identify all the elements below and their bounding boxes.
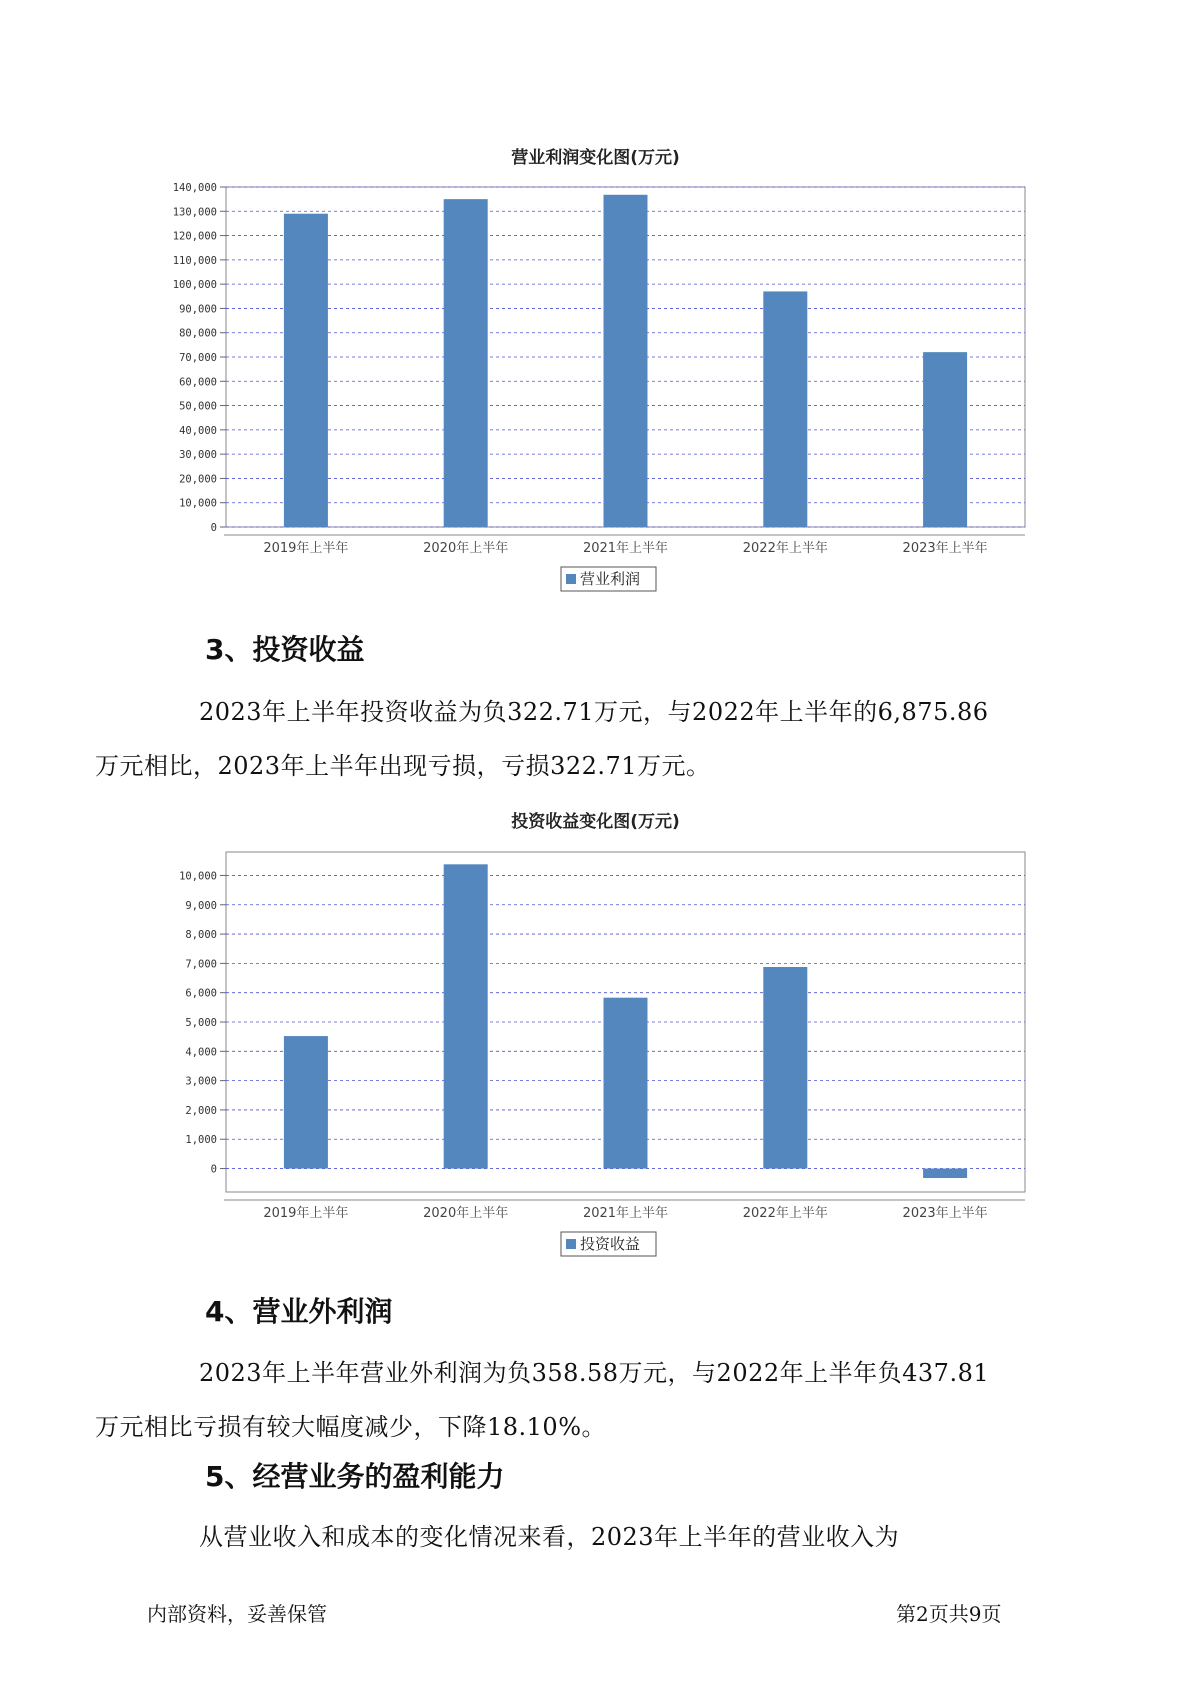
chart1-bar bbox=[444, 199, 488, 527]
chart2-bar bbox=[444, 864, 488, 1168]
chart2-ytick-label: 7,000 bbox=[185, 958, 217, 971]
chart1-ytick-label: 10,000 bbox=[179, 497, 217, 510]
chart2-bar bbox=[604, 998, 648, 1169]
section3-paragraph bbox=[95, 685, 1047, 793]
chart2-ytick-label: 4,000 bbox=[185, 1046, 217, 1059]
chart1-ytick-label: 100,000 bbox=[172, 279, 217, 292]
chart1-ytick-label: 130,000 bbox=[172, 206, 217, 219]
footer-page-mid: 页 bbox=[928, 1602, 949, 1626]
chart2-ytick-label: 5,000 bbox=[185, 1017, 217, 1029]
chart1-ytick-label: 20,000 bbox=[179, 473, 217, 486]
chart2-bar bbox=[284, 1036, 328, 1168]
footer-total-prefix: 共 bbox=[948, 1602, 969, 1626]
chart1-ytick-label: 120,000 bbox=[172, 230, 217, 243]
section3-line2: 万元相比，2023年上半年出现亏损，亏损322.71万元。 bbox=[95, 752, 711, 780]
footer-confidential: 内部资料，妥善保管 bbox=[147, 1602, 327, 1626]
chart1-ytick-label: 110,000 bbox=[172, 254, 217, 267]
chart2-investment-income bbox=[0, 830, 1191, 1260]
chart1-ytick-label: 140,000 bbox=[172, 182, 217, 194]
chart1-bar bbox=[923, 352, 967, 527]
chart1-title: 营业利润变化图(万元) bbox=[511, 148, 680, 168]
section3-heading: 3、投资收益 bbox=[205, 633, 365, 666]
chart2-legend-label: 投资收益 bbox=[580, 1235, 641, 1253]
section4-line2: 万元相比亏损有较大幅度减少，下降18.10%。 bbox=[95, 1413, 607, 1441]
section4-heading: 4、营业外利润 bbox=[205, 1295, 393, 1328]
footer-page-num: 2 bbox=[916, 1602, 929, 1626]
chart2-ytick-label: 1,000 bbox=[185, 1134, 217, 1147]
chart2-bar bbox=[923, 1169, 967, 1178]
chart1-xtick-label: 2020年上半年 bbox=[423, 541, 509, 556]
section5-paragraph bbox=[147, 1510, 1047, 1564]
chart2-legend-swatch bbox=[566, 1239, 576, 1249]
chart1-bar bbox=[284, 214, 328, 527]
chart2-ytick-label: 6,000 bbox=[185, 987, 217, 1000]
chart2-bar bbox=[763, 967, 807, 1169]
chart2-ytick-label: 10,000 bbox=[179, 870, 217, 883]
chart1-ytick-label: 50,000 bbox=[179, 400, 217, 413]
chart1-legend-swatch bbox=[566, 574, 576, 584]
chart1-bar bbox=[763, 291, 807, 527]
chart2-xtick-label: 2020年上半年 bbox=[423, 1206, 509, 1221]
chart1-ytick-label: 0 bbox=[210, 522, 217, 534]
footer-total-suffix: 页 bbox=[981, 1602, 1002, 1626]
chart1-ytick-label: 60,000 bbox=[179, 376, 217, 389]
chart2-xtick-label: 2021年上半年 bbox=[582, 1206, 669, 1221]
chart1-xtick-label: 2023年上半年 bbox=[902, 541, 988, 556]
footer-total-num: 9 bbox=[968, 1602, 982, 1626]
chart1-xtick-label: 2021年上半年 bbox=[582, 541, 669, 556]
section4-paragraph bbox=[95, 1346, 1047, 1454]
section5-heading: 5、经营业务的盈利能力 bbox=[205, 1460, 505, 1493]
chart2-ytick-label: 3,000 bbox=[185, 1075, 217, 1088]
section4-line1: 2023年上半年营业外利润为负358.58万元，与2022年上半年负437.81 bbox=[199, 1359, 990, 1387]
chart1-xtick-label: 2019年上半年 bbox=[263, 541, 349, 556]
chart2-ytick-label: 8,000 bbox=[185, 929, 217, 942]
chart1-ytick-label: 40,000 bbox=[179, 424, 217, 437]
chart1-legend-label: 营业利润 bbox=[580, 570, 641, 588]
chart1-ytick-label: 80,000 bbox=[179, 327, 217, 340]
section5-line1: 从营业收入和成本的变化情况来看，2023年上半年的营业收入为 bbox=[199, 1523, 900, 1551]
chart2-xtick-label: 2019年上半年 bbox=[263, 1206, 349, 1221]
chart2-xtick-label: 2023年上半年 bbox=[902, 1206, 988, 1221]
chart2-ytick-label: 9,000 bbox=[185, 899, 217, 912]
chart1-xtick-label: 2022年上半年 bbox=[742, 541, 828, 556]
chart2-ytick-label: 2,000 bbox=[185, 1104, 217, 1117]
section3-line1: 2023年上半年投资收益为负322.71万元，与2022年上半年的6,875.86 bbox=[199, 698, 989, 726]
chart2-title: 投资收益变化图(万元) bbox=[511, 812, 680, 832]
chart1-bar bbox=[604, 195, 648, 527]
chart1-operating-profit bbox=[0, 165, 1191, 595]
chart1-ytick-label: 30,000 bbox=[179, 449, 217, 462]
footer-page-prefix: 第 bbox=[896, 1602, 916, 1626]
chart2-ytick-label: 0 bbox=[210, 1163, 217, 1176]
chart2-xtick-label: 2022年上半年 bbox=[742, 1206, 828, 1221]
chart1-ytick-label: 90,000 bbox=[179, 303, 217, 316]
chart1-ytick-label: 70,000 bbox=[179, 352, 217, 364]
footer-page-number bbox=[896, 1598, 1001, 1627]
